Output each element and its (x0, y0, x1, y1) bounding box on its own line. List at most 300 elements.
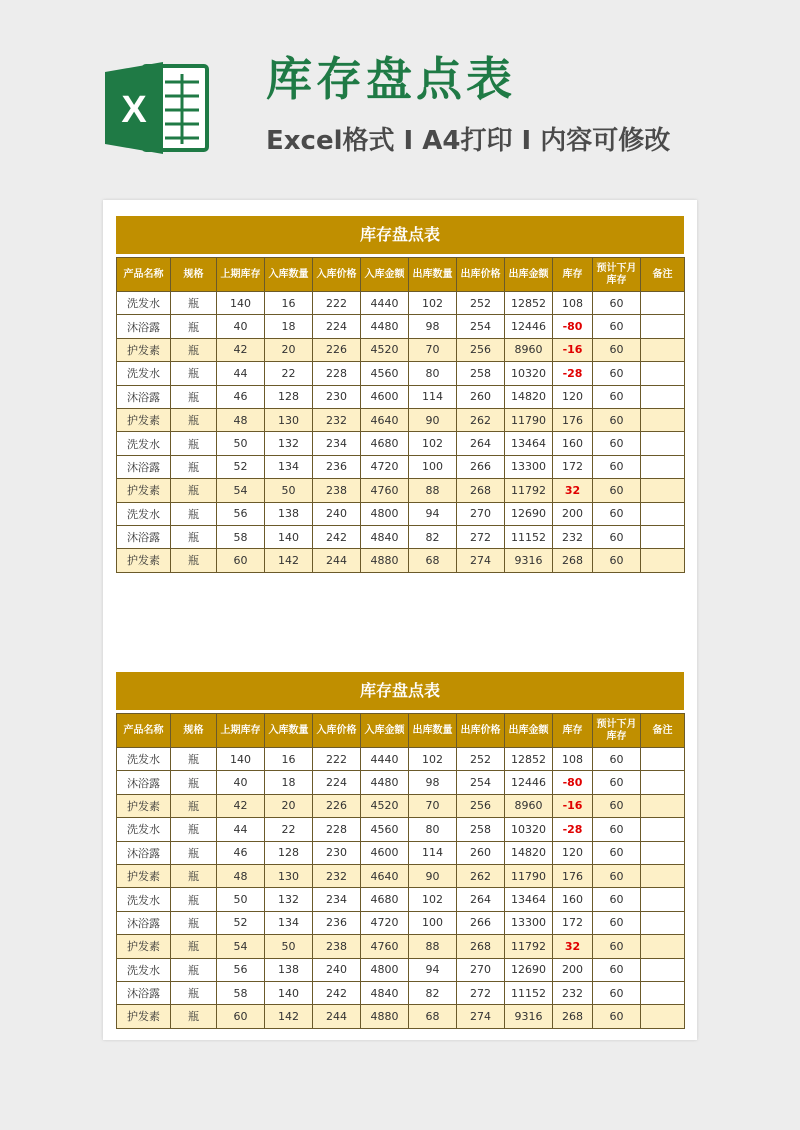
table-cell[interactable]: 沐浴露 (117, 911, 171, 934)
table-cell[interactable]: 120 (553, 385, 593, 408)
table-cell[interactable]: 12690 (505, 958, 553, 981)
table-cell[interactable]: 16 (265, 748, 313, 771)
table-cell[interactable]: 60 (593, 794, 641, 817)
table-cell[interactable]: 140 (217, 748, 265, 771)
table-cell[interactable]: 254 (457, 315, 505, 338)
table-cell[interactable] (641, 502, 685, 525)
table-cell[interactable]: 60 (593, 432, 641, 455)
table-cell[interactable]: 瓶 (171, 338, 217, 361)
table-cell[interactable]: 134 (265, 455, 313, 478)
table-cell[interactable]: 172 (553, 911, 593, 934)
table-cell[interactable]: 60 (593, 315, 641, 338)
table-cell[interactable] (641, 911, 685, 934)
table-cell[interactable]: 274 (457, 549, 505, 572)
table-cell[interactable]: 44 (217, 362, 265, 385)
table-cell[interactable]: 100 (409, 911, 457, 934)
table-cell[interactable]: 228 (313, 818, 361, 841)
table-cell[interactable]: 洗发水 (117, 888, 171, 911)
table-cell[interactable]: 264 (457, 432, 505, 455)
table-cell[interactable]: 60 (593, 408, 641, 431)
table-cell[interactable]: -16 (553, 794, 593, 817)
table-cell[interactable]: 228 (313, 362, 361, 385)
table-cell[interactable]: 18 (265, 315, 313, 338)
table-cell[interactable]: -28 (553, 818, 593, 841)
table-cell[interactable]: 11792 (505, 479, 553, 502)
table-cell[interactable]: 40 (217, 315, 265, 338)
table-cell[interactable]: 172 (553, 455, 593, 478)
table-cell[interactable]: 42 (217, 794, 265, 817)
table-cell[interactable]: 138 (265, 958, 313, 981)
table-row (117, 385, 685, 408)
table-cell[interactable]: 244 (313, 1005, 361, 1028)
table-cell[interactable]: 252 (457, 748, 505, 771)
table-cell[interactable]: 沐浴露 (117, 841, 171, 864)
table-cell[interactable]: 60 (593, 455, 641, 478)
table-cell[interactable]: 94 (409, 502, 457, 525)
table-cell[interactable]: 瓶 (171, 864, 217, 887)
table-cell[interactable]: -80 (553, 315, 593, 338)
table-cell[interactable]: 12446 (505, 315, 553, 338)
table-cell[interactable]: 沐浴露 (117, 771, 171, 794)
table-cell[interactable]: 4600 (361, 385, 409, 408)
table-cell[interactable]: 瓶 (171, 771, 217, 794)
table-cell[interactable]: 268 (553, 1005, 593, 1028)
table-cell[interactable]: 226 (313, 338, 361, 361)
table-cell[interactable] (641, 432, 685, 455)
table-cell[interactable] (641, 385, 685, 408)
table-cell[interactable]: 瓶 (171, 479, 217, 502)
table-cell[interactable]: 238 (313, 935, 361, 958)
table-cell[interactable]: 56 (217, 502, 265, 525)
table-cell[interactable] (641, 864, 685, 887)
table-cell[interactable]: 60 (593, 338, 641, 361)
table-cell[interactable] (641, 292, 685, 315)
table-row (117, 338, 685, 361)
table-cell[interactable]: 46 (217, 385, 265, 408)
table-cell[interactable]: 护发素 (117, 408, 171, 431)
table-cell[interactable]: 48 (217, 408, 265, 431)
table-cell[interactable]: 瓶 (171, 549, 217, 572)
table-cell[interactable] (641, 315, 685, 338)
table-cell[interactable]: 22 (265, 362, 313, 385)
table-cell[interactable]: 54 (217, 479, 265, 502)
table-cell[interactable]: 54 (217, 935, 265, 958)
table-cell[interactable]: 护发素 (117, 479, 171, 502)
table-cell[interactable]: 洗发水 (117, 292, 171, 315)
table-cell[interactable] (641, 549, 685, 572)
table-cell[interactable]: 70 (409, 338, 457, 361)
table-cell[interactable]: 176 (553, 864, 593, 887)
table-cell[interactable]: 9316 (505, 549, 553, 572)
table-cell[interactable]: 236 (313, 911, 361, 934)
table-cell[interactable]: 240 (313, 958, 361, 981)
table-cell[interactable]: 268 (553, 549, 593, 572)
table-cell[interactable]: 瓶 (171, 841, 217, 864)
table-cell[interactable]: 13300 (505, 455, 553, 478)
table-cell[interactable]: 40 (217, 771, 265, 794)
table-cell[interactable]: 14820 (505, 841, 553, 864)
table-cell[interactable]: 4840 (361, 525, 409, 548)
table-cell[interactable]: 瓶 (171, 525, 217, 548)
table-cell[interactable]: 12852 (505, 292, 553, 315)
table-cell[interactable]: 4440 (361, 748, 409, 771)
table-cell[interactable]: 226 (313, 794, 361, 817)
table-cell[interactable]: 4840 (361, 981, 409, 1004)
table-cell[interactable]: 瓶 (171, 818, 217, 841)
table-cell[interactable]: 20 (265, 338, 313, 361)
table-cell[interactable]: 260 (457, 841, 505, 864)
table-cell[interactable]: 瓶 (171, 362, 217, 385)
table-row (117, 911, 685, 934)
table-cell[interactable]: 22 (265, 818, 313, 841)
table-cell[interactable]: 洗发水 (117, 818, 171, 841)
table-cell[interactable]: 瓶 (171, 981, 217, 1004)
table-cell[interactable]: 4600 (361, 841, 409, 864)
table-cell[interactable]: 60 (593, 771, 641, 794)
table-cell[interactable]: 瓶 (171, 315, 217, 338)
table-cell[interactable]: 沐浴露 (117, 455, 171, 478)
table-cell[interactable]: 4560 (361, 362, 409, 385)
table-cell[interactable]: 10320 (505, 818, 553, 841)
table-cell[interactable]: 102 (409, 748, 457, 771)
table-cell[interactable]: 234 (313, 888, 361, 911)
table-cell[interactable]: 140 (217, 292, 265, 315)
table-cell[interactable]: -28 (553, 362, 593, 385)
table-cell[interactable]: 232 (313, 864, 361, 887)
column-header: 规格 (171, 714, 217, 748)
table-cell[interactable]: 160 (553, 888, 593, 911)
table-cell[interactable]: 230 (313, 841, 361, 864)
table-cell[interactable]: 60 (593, 292, 641, 315)
table-cell[interactable]: 60 (593, 888, 641, 911)
table-cell[interactable]: 瓶 (171, 748, 217, 771)
table-cell[interactable]: 13464 (505, 432, 553, 455)
table-cell[interactable]: 4440 (361, 292, 409, 315)
table-cell[interactable]: 222 (313, 748, 361, 771)
table-cell[interactable]: 102 (409, 292, 457, 315)
table-cell[interactable]: 4560 (361, 818, 409, 841)
table-cell[interactable]: 洗发水 (117, 362, 171, 385)
table-cell[interactable]: 50 (265, 479, 313, 502)
table-cell[interactable]: 128 (265, 385, 313, 408)
table-cell[interactable]: 130 (265, 864, 313, 887)
table-cell[interactable]: 8960 (505, 338, 553, 361)
table-cell[interactable]: 4760 (361, 479, 409, 502)
table-cell[interactable]: 160 (553, 432, 593, 455)
table-cell[interactable]: 10320 (505, 362, 553, 385)
table-cell[interactable]: 256 (457, 338, 505, 361)
table-cell[interactable] (641, 479, 685, 502)
table-cell[interactable]: 42 (217, 338, 265, 361)
table-cell[interactable]: -80 (553, 771, 593, 794)
table-cell[interactable]: 254 (457, 771, 505, 794)
table-cell[interactable]: 44 (217, 818, 265, 841)
table-cell[interactable]: 沐浴露 (117, 981, 171, 1004)
table-cell[interactable]: 12852 (505, 748, 553, 771)
table-cell[interactable]: 16 (265, 292, 313, 315)
table-cell[interactable]: 4640 (361, 864, 409, 887)
table-cell[interactable]: 瓶 (171, 292, 217, 315)
table-cell[interactable]: -16 (553, 338, 593, 361)
table-cell[interactable]: 18 (265, 771, 313, 794)
table-cell[interactable]: 98 (409, 315, 457, 338)
table-cell[interactable]: 50 (217, 432, 265, 455)
table-cell[interactable]: 护发素 (117, 935, 171, 958)
table-cell[interactable]: 242 (313, 525, 361, 548)
table-cell[interactable]: 142 (265, 549, 313, 572)
table-cell[interactable]: 60 (593, 525, 641, 548)
table-cell[interactable]: 瓶 (171, 408, 217, 431)
table-cell[interactable]: 4720 (361, 911, 409, 934)
table-cell[interactable]: 80 (409, 362, 457, 385)
table-cell[interactable] (641, 935, 685, 958)
table-cell[interactable]: 11152 (505, 981, 553, 1004)
table-row (117, 864, 685, 887)
table-cell[interactable]: 瓶 (171, 888, 217, 911)
table-cell[interactable]: 60 (593, 864, 641, 887)
table-cell[interactable]: 88 (409, 479, 457, 502)
table-cell[interactable]: 4520 (361, 338, 409, 361)
table-cell[interactable]: 4720 (361, 455, 409, 478)
table-cell[interactable]: 258 (457, 818, 505, 841)
table-cell[interactable] (641, 1005, 685, 1028)
table-cell[interactable]: 洗发水 (117, 432, 171, 455)
table-row (117, 502, 685, 525)
table-cell[interactable]: 272 (457, 525, 505, 548)
table-cell[interactable] (641, 771, 685, 794)
table-cell[interactable]: 244 (313, 549, 361, 572)
table-cell[interactable]: 11790 (505, 408, 553, 431)
table-cell[interactable]: 130 (265, 408, 313, 431)
table-cell[interactable]: 护发素 (117, 864, 171, 887)
table-cell[interactable] (641, 362, 685, 385)
table-cell[interactable]: 132 (265, 888, 313, 911)
table-cell[interactable]: 4480 (361, 315, 409, 338)
table-cell[interactable] (641, 338, 685, 361)
table-cell[interactable]: 60 (593, 818, 641, 841)
table-cell[interactable]: 56 (217, 958, 265, 981)
table-cell[interactable]: 60 (217, 549, 265, 572)
table-cell[interactable]: 4680 (361, 432, 409, 455)
table-cell[interactable]: 4520 (361, 794, 409, 817)
table-cell[interactable] (641, 888, 685, 911)
table-cell[interactable]: 236 (313, 455, 361, 478)
table-cell[interactable]: 200 (553, 502, 593, 525)
table-cell[interactable]: 114 (409, 385, 457, 408)
table-cell[interactable]: 232 (313, 408, 361, 431)
table-cell[interactable]: 262 (457, 408, 505, 431)
table-cell[interactable]: 100 (409, 455, 457, 478)
table-cell[interactable]: 瓶 (171, 911, 217, 934)
table-cell[interactable]: 4760 (361, 935, 409, 958)
table-cell[interactable]: 瓶 (171, 385, 217, 408)
table-cell[interactable]: 232 (553, 525, 593, 548)
table-cell[interactable]: 60 (593, 1005, 641, 1028)
table-cell[interactable]: 224 (313, 771, 361, 794)
table-cell[interactable]: 12690 (505, 502, 553, 525)
table-cell[interactable]: 瓶 (171, 455, 217, 478)
table-cell[interactable]: 232 (553, 981, 593, 1004)
table-cell[interactable]: 222 (313, 292, 361, 315)
table-cell[interactable] (641, 818, 685, 841)
table-cell[interactable]: 142 (265, 1005, 313, 1028)
table-cell[interactable]: 11152 (505, 525, 553, 548)
table-cell[interactable]: 80 (409, 818, 457, 841)
table-cell[interactable]: 128 (265, 841, 313, 864)
table-cell[interactable]: 8960 (505, 794, 553, 817)
table-cell[interactable]: 108 (553, 292, 593, 315)
table-cell[interactable]: 护发素 (117, 338, 171, 361)
table-cell[interactable]: 134 (265, 911, 313, 934)
table-cell[interactable]: 88 (409, 935, 457, 958)
table-cell[interactable]: 132 (265, 432, 313, 455)
table-cell[interactable]: 60 (593, 841, 641, 864)
table-cell[interactable]: 瓶 (171, 1005, 217, 1028)
table-cell[interactable]: 60 (593, 748, 641, 771)
table-cell[interactable]: 272 (457, 981, 505, 1004)
table-cell[interactable]: 60 (593, 981, 641, 1004)
table-cell[interactable]: 4640 (361, 408, 409, 431)
table-cell[interactable]: 68 (409, 1005, 457, 1028)
table-cell[interactable]: 268 (457, 479, 505, 502)
table-cell[interactable]: 20 (265, 794, 313, 817)
column-header: 入库价格 (313, 258, 361, 292)
table-cell[interactable]: 242 (313, 981, 361, 1004)
table-cell[interactable]: 瓶 (171, 935, 217, 958)
table-cell[interactable]: 沐浴露 (117, 315, 171, 338)
table-cell[interactable]: 瓶 (171, 794, 217, 817)
table-cell[interactable] (641, 525, 685, 548)
table-cell[interactable]: 9316 (505, 1005, 553, 1028)
table-cell[interactable]: 60 (593, 935, 641, 958)
table-cell[interactable]: 230 (313, 385, 361, 408)
table-cell[interactable] (641, 794, 685, 817)
table-cell[interactable]: 266 (457, 455, 505, 478)
table-cell[interactable]: 护发素 (117, 549, 171, 572)
table-cell[interactable]: 252 (457, 292, 505, 315)
table-cell[interactable]: 90 (409, 864, 457, 887)
table-cell[interactable]: 264 (457, 888, 505, 911)
table-cell[interactable]: 60 (593, 549, 641, 572)
table-cell[interactable]: 沐浴露 (117, 525, 171, 548)
table-cell[interactable]: 266 (457, 911, 505, 934)
table-cell[interactable]: 60 (593, 958, 641, 981)
table-cell[interactable]: 60 (593, 479, 641, 502)
table-cell[interactable]: 60 (593, 385, 641, 408)
table-cell[interactable]: 4880 (361, 549, 409, 572)
table-cell[interactable]: 52 (217, 455, 265, 478)
table-cell[interactable]: 4800 (361, 958, 409, 981)
table-cell[interactable]: 114 (409, 841, 457, 864)
table-cell[interactable] (641, 958, 685, 981)
table-cell[interactable]: 82 (409, 525, 457, 548)
table-cell[interactable]: 260 (457, 385, 505, 408)
table-cell[interactable]: 140 (265, 525, 313, 548)
table-cell[interactable]: 90 (409, 408, 457, 431)
table-cell[interactable]: 60 (593, 911, 641, 934)
table-cell[interactable]: 138 (265, 502, 313, 525)
table-cell[interactable]: 瓶 (171, 958, 217, 981)
table-cell[interactable]: 176 (553, 408, 593, 431)
table-cell[interactable]: 58 (217, 525, 265, 548)
table-cell[interactable]: 240 (313, 502, 361, 525)
table-cell[interactable]: 60 (593, 362, 641, 385)
table-cell[interactable]: 瓶 (171, 432, 217, 455)
table-cell[interactable]: 270 (457, 958, 505, 981)
table-cell[interactable]: 瓶 (171, 502, 217, 525)
table-cell[interactable]: 沐浴露 (117, 385, 171, 408)
table-cell[interactable] (641, 841, 685, 864)
table-cell[interactable]: 32 (553, 479, 593, 502)
table-row (117, 479, 685, 502)
table-cell[interactable] (641, 408, 685, 431)
table-row (117, 771, 685, 794)
table-cell[interactable]: 11792 (505, 935, 553, 958)
table-cell[interactable]: 洗发水 (117, 502, 171, 525)
table-cell[interactable]: 108 (553, 748, 593, 771)
table-cell[interactable]: 268 (457, 935, 505, 958)
table-cell[interactable]: 4800 (361, 502, 409, 525)
table-cell[interactable]: 238 (313, 479, 361, 502)
table-cell[interactable] (641, 981, 685, 1004)
table-cell[interactable]: 52 (217, 911, 265, 934)
table-cell[interactable]: 护发素 (117, 794, 171, 817)
table-cell[interactable]: 262 (457, 864, 505, 887)
table-cell[interactable]: 护发素 (117, 1005, 171, 1028)
table-cell[interactable]: 102 (409, 432, 457, 455)
table-cell[interactable]: 234 (313, 432, 361, 455)
table-cell[interactable]: 68 (409, 549, 457, 572)
column-header: 库存 (553, 258, 593, 292)
table-cell[interactable]: 46 (217, 841, 265, 864)
table-cell[interactable]: 50 (217, 888, 265, 911)
table-row (117, 794, 685, 817)
table-cell[interactable]: 洗发水 (117, 748, 171, 771)
table-cell[interactable] (641, 455, 685, 478)
table-cell[interactable]: 48 (217, 864, 265, 887)
table-cell[interactable]: 270 (457, 502, 505, 525)
table-cell[interactable]: 4880 (361, 1005, 409, 1028)
table-cell[interactable]: 224 (313, 315, 361, 338)
table-cell[interactable]: 258 (457, 362, 505, 385)
table-cell[interactable] (641, 748, 685, 771)
table-cell[interactable]: 200 (553, 958, 593, 981)
table-cell[interactable]: 256 (457, 794, 505, 817)
table-cell[interactable]: 11790 (505, 864, 553, 887)
table-cell[interactable]: 274 (457, 1005, 505, 1028)
table-cell[interactable]: 60 (593, 502, 641, 525)
table-cell[interactable]: 140 (265, 981, 313, 1004)
table-cell[interactable]: 98 (409, 771, 457, 794)
table-cell[interactable]: 4680 (361, 888, 409, 911)
table-cell[interactable]: 32 (553, 935, 593, 958)
table-cell[interactable]: 60 (217, 1005, 265, 1028)
table-cell[interactable]: 12446 (505, 771, 553, 794)
table-cell[interactable]: 4480 (361, 771, 409, 794)
table-cell[interactable]: 82 (409, 981, 457, 1004)
table-cell[interactable]: 70 (409, 794, 457, 817)
table-cell[interactable]: 14820 (505, 385, 553, 408)
table-cell[interactable]: 120 (553, 841, 593, 864)
table-cell[interactable]: 13300 (505, 911, 553, 934)
table-cell[interactable]: 洗发水 (117, 958, 171, 981)
table-cell[interactable]: 58 (217, 981, 265, 1004)
table-cell[interactable]: 13464 (505, 888, 553, 911)
table-cell[interactable]: 102 (409, 888, 457, 911)
table-cell[interactable]: 50 (265, 935, 313, 958)
table-row (117, 888, 685, 911)
table-cell[interactable]: 94 (409, 958, 457, 981)
